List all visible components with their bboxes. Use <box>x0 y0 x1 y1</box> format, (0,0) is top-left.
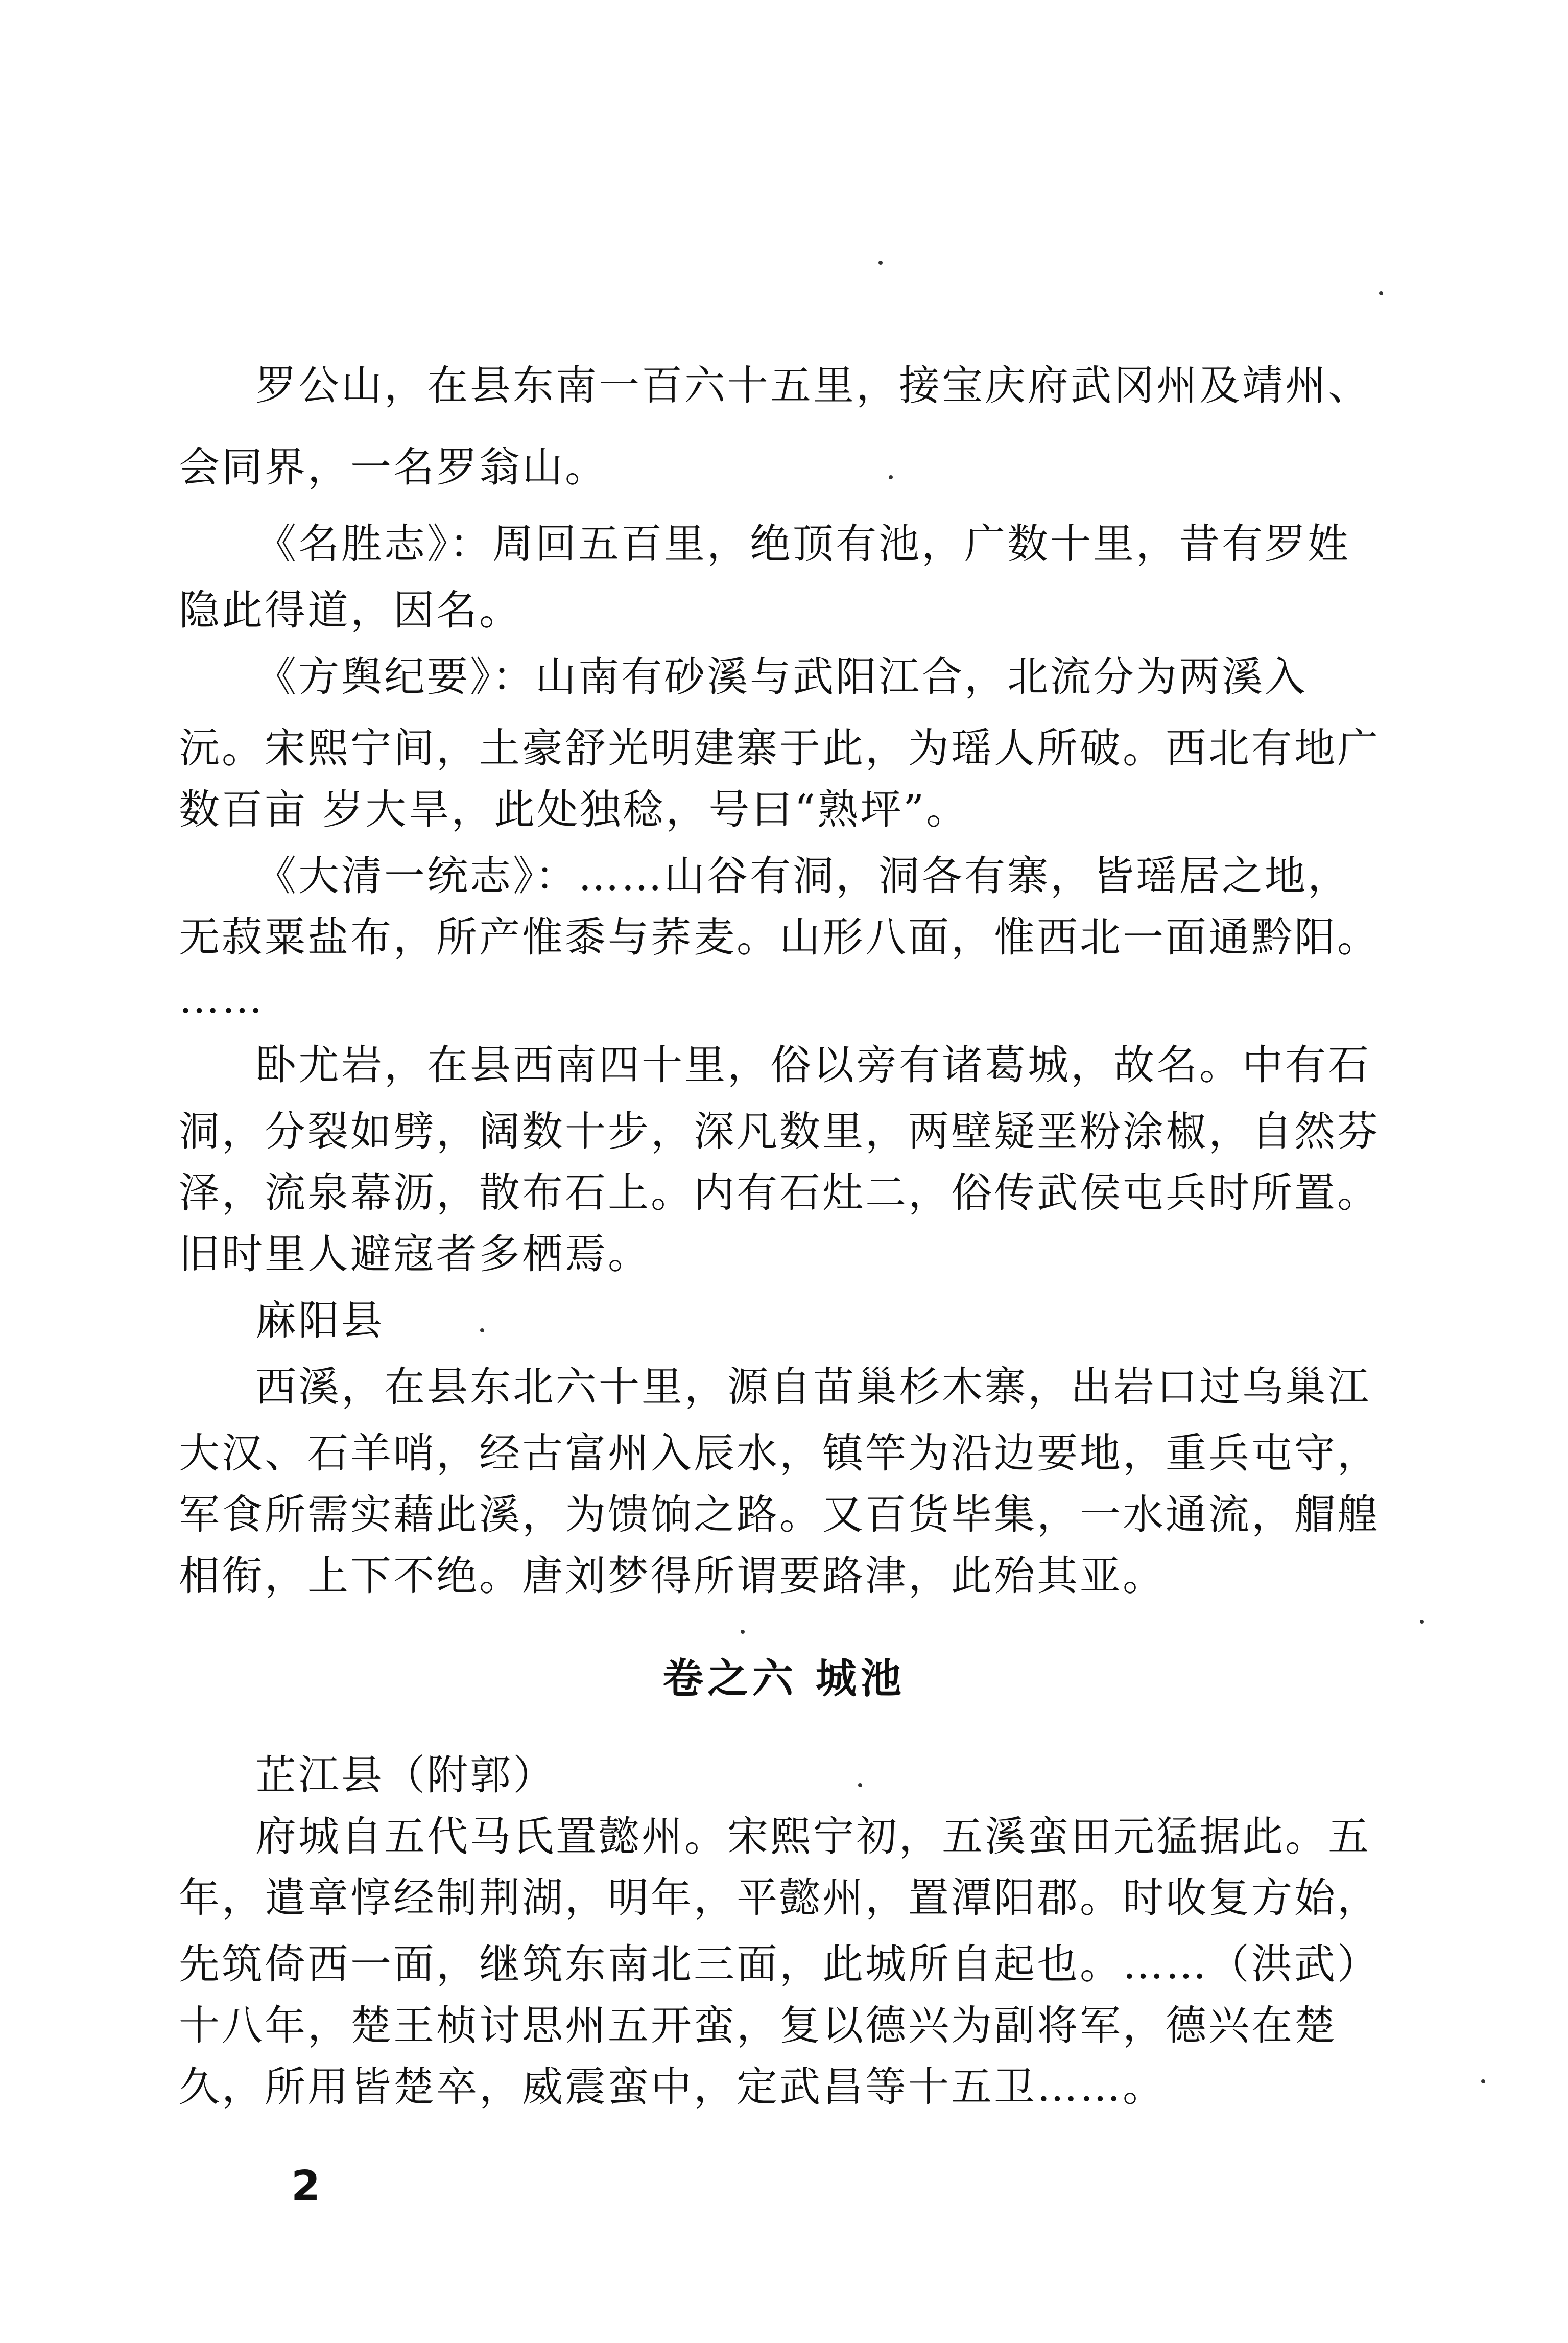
section-label: 芷江县（附郭） <box>255 1751 556 1799</box>
scan-speck <box>1481 2079 1485 2083</box>
text-line: 沅。宋熙宁间，土豪舒光明建寨于此，为瑶人所破。西北有地广 <box>179 724 1380 772</box>
scan-speck <box>480 1328 484 1332</box>
chapter-heading: 卷之六 城池 <box>662 1654 906 1702</box>
text-line: 《大清一统志》：……山谷有洞，洞各有寨，皆瑶居之地， <box>255 852 1350 900</box>
text-line: 《名胜志》：周回五百里，绝顶有池，广数十里，昔有罗姓 <box>255 520 1350 568</box>
scan-speck <box>878 261 883 265</box>
text-line: 旧时里人避寇者多栖焉。 <box>179 1230 651 1278</box>
section-label: 麻阳县 <box>255 1297 384 1344</box>
scan-speck <box>889 475 893 479</box>
text-line: 久，所用皆楚卒，威震蛮中，定武昌等十五卫……。 <box>179 2063 1166 2111</box>
scan-speck <box>1420 1620 1424 1624</box>
text-line: 相衔，上下不绝。唐刘梦得所谓要路津，此殆其亚。 <box>179 1552 1166 1600</box>
text-line: 卧尤岩，在县西南四十里，俗以旁有诸葛城，故名。中有石 <box>255 1041 1371 1089</box>
text-line: 无菽粟盐布，所产惟黍与荞麦。山形八面，惟西北一面通黔阳。 <box>179 913 1380 961</box>
scan-speck <box>858 1783 862 1787</box>
text-line: 年，遣章惇经制荆湖，明年，平懿州，置潭阳郡。时收复方始， <box>179 1874 1380 1922</box>
text-line: 府城自五代马氏置懿州。宋熙宁初，五溪蛮田元猛据此。五 <box>255 1813 1371 1860</box>
scan-speck <box>1379 291 1383 295</box>
text-line: 泽，流泉幕沥，散布石上。内有石灶二，俗传武侯屯兵时所置。 <box>179 1169 1380 1216</box>
scan-speck <box>741 1630 745 1634</box>
text-line: 先筑倚西一面，继筑东南北三面，此城所自起也。……（洪武） <box>179 1940 1380 1988</box>
text-line: 会同界，一名罗翁山。 <box>179 443 608 491</box>
text-line: 数百亩 岁大旱，此处独稔，号曰“熟坪”。 <box>179 786 969 833</box>
text-line: 罗公山，在县东南一百六十五里，接宝庆府武冈州及靖州、 <box>255 362 1371 409</box>
page-number: 2 <box>291 2162 321 2211</box>
text-line: …… <box>179 975 265 1022</box>
text-line: 十八年，楚王桢讨思州五开蛮，复以德兴为副将军，德兴在楚 <box>179 2002 1337 2049</box>
text-line: 西溪，在县东北六十里，源自苗巢杉木寨，出岩口过乌巢江 <box>255 1363 1371 1411</box>
text-line: 大汉、石羊哨，经古富州入辰水，镇竿为沿边要地，重兵屯守， <box>179 1430 1380 1477</box>
text-line: 隐此得道，因名。 <box>179 587 522 634</box>
text-line: 军食所需实藉此溪，为馈饷之路。又百货毕集，一水通流，艒艎 <box>179 1491 1380 1538</box>
text-line: 《方舆纪要》：山南有砂溪与武阳江合，北流分为两溪入 <box>255 653 1308 700</box>
text-line: 洞，分裂如劈，阔数十步，深凡数里，两壁疑垩粉涂椒，自然芬 <box>179 1108 1380 1155</box>
